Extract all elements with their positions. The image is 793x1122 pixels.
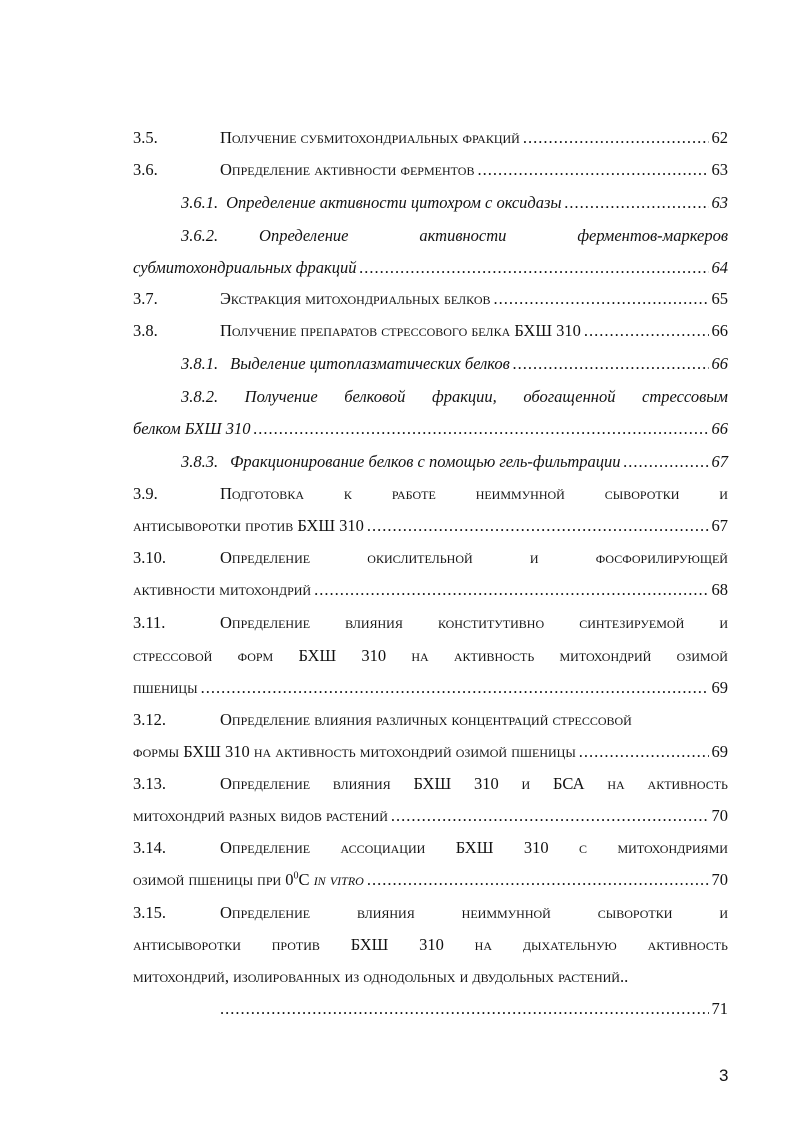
entry-word: фосфорилирующей	[595, 548, 728, 567]
entry-title-cont: формы БХШ 310 на активность митохондрий озимой пшеницы	[133, 742, 576, 761]
entry-word: Определение	[220, 903, 311, 922]
entry-number: 3.6.1.	[181, 193, 219, 212]
entry-word: на	[411, 646, 429, 665]
entry-word: 310	[473, 774, 499, 793]
entry-word: форм	[237, 646, 274, 665]
dot-leader	[565, 192, 709, 214]
entry-title: Фракционирование белков с помощью гель-фильтрации	[230, 452, 621, 471]
dot-leader	[513, 353, 709, 375]
entry-word: БХШ	[455, 838, 494, 857]
entry-word: неиммунной	[475, 484, 565, 503]
entry-word: активность	[647, 935, 728, 954]
toc-entry-3-10-line2[interactable]	[133, 579, 728, 601]
dot-leader	[624, 451, 709, 473]
entry-word: и	[719, 484, 728, 503]
entry-word: влияния	[357, 903, 415, 922]
entry-number: 3.12.	[133, 710, 166, 729]
entry-word: 310	[361, 646, 387, 665]
entry-word: и	[719, 613, 728, 632]
entry-word: Определение	[259, 226, 349, 245]
entry-number: 3.8.1.	[181, 354, 219, 373]
entry-title-cont: пшеницы	[133, 678, 198, 697]
toc-entry-3-15-line3[interactable]: митохондрий, изолированных из однодольных и двудольных растений..	[133, 967, 629, 986]
toc-entry-3-10-line1[interactable]	[220, 547, 728, 569]
dot-leader	[523, 127, 709, 149]
dot-leader	[494, 288, 709, 310]
entry-word: Определение	[220, 613, 311, 632]
entry-word: сыворотки	[597, 903, 673, 922]
entry-number: 3.8.3.	[181, 452, 219, 471]
entry-word: озимой	[676, 646, 728, 665]
dot-leader	[584, 320, 709, 342]
entry-word: и	[719, 903, 728, 922]
entry-word: ассоциации	[340, 838, 426, 857]
entry-title-cont: активности митохондрий	[133, 580, 312, 599]
entry-word: и	[521, 774, 531, 793]
entry-word: Получение	[244, 387, 318, 406]
entry-title-cont	[133, 869, 364, 891]
entry-number: 3.10.	[133, 548, 166, 567]
toc-entry-3-6-2-line1[interactable]	[181, 225, 728, 247]
entry-title: Экстракция митохондриальных белков	[220, 289, 491, 308]
entry-page: 70	[711, 806, 728, 825]
entry-page: 67	[711, 516, 728, 535]
toc-entry-3-12-line2[interactable]	[133, 741, 728, 763]
entry-word: влияния	[345, 613, 403, 632]
entry-word: фракции,	[431, 387, 497, 406]
entry-page: 63	[711, 160, 728, 179]
entry-number: 3.6.	[133, 160, 158, 179]
entry-word: Определение	[220, 774, 311, 793]
entry-title: Выделение цитоплазматических белков	[230, 354, 510, 373]
toc-entry-3-5[interactable]	[220, 127, 728, 149]
entry-title: Определение активности ферментов	[220, 160, 475, 179]
entry-word: активность	[453, 646, 535, 665]
entry-title-cont: белком БХШ 310	[133, 419, 251, 438]
entry-word: Определение	[220, 548, 311, 567]
dot-leader	[314, 579, 708, 601]
entry-word: белковой	[344, 387, 406, 406]
entry-word: обогащенной	[523, 387, 616, 406]
entry-word: против	[271, 935, 320, 954]
entry-page: 70	[711, 870, 728, 889]
entry-word: с	[579, 838, 588, 857]
entry-word: дыхательную	[522, 935, 617, 954]
entry-page: 66	[711, 419, 728, 438]
entry-page: 66	[711, 354, 728, 373]
dot-leader	[367, 869, 709, 891]
entry-word: стрессовым	[642, 387, 728, 406]
entry-word: работе	[391, 484, 436, 503]
entry-word: БСА	[553, 774, 585, 793]
toc-entry-3-8-1[interactable]	[181, 353, 728, 375]
toc-entry-3-13-line2[interactable]	[133, 805, 728, 827]
toc-entry-3-14-line2[interactable]	[133, 869, 728, 891]
entry-page: 67	[711, 452, 728, 471]
entry-page: 69	[711, 742, 728, 761]
entry-page: 65	[711, 289, 728, 308]
dot-leader	[367, 515, 709, 537]
toc-entry-3-9-line2[interactable]	[133, 515, 728, 537]
toc-entry-3-8-2-line2[interactable]	[133, 418, 728, 440]
toc-entry-3-6[interactable]	[220, 159, 728, 181]
entry-word: 310	[523, 838, 549, 857]
toc-entry-3-11-line3[interactable]	[133, 677, 728, 699]
toc-entry-3-14-line1[interactable]	[220, 837, 728, 859]
entry-number: 3.6.2.	[181, 226, 219, 245]
entry-word: БХШ	[298, 646, 337, 665]
entry-word: антисыворотки	[133, 935, 241, 954]
entry-word: активности	[419, 226, 507, 245]
entry-title-cont: антисыворотки против БХШ 310	[133, 516, 364, 535]
entry-word: Подготовка	[220, 484, 304, 503]
toc-entry-3-7[interactable]	[220, 288, 728, 310]
entry-word: сыворотки	[604, 484, 680, 503]
entry-word: синтезируемой	[579, 613, 685, 632]
dot-leader	[359, 257, 708, 279]
entry-page: 62	[711, 128, 728, 147]
toc-entry-3-6-1[interactable]	[181, 192, 728, 214]
entry-number: 3.9.	[133, 484, 158, 503]
entry-word: стрессовой	[133, 646, 213, 665]
page-number: 3	[719, 1066, 729, 1085]
entry-title: Получение препаратов стрессового белка БХШ 310	[220, 321, 581, 340]
toc-entry-3-15-line2[interactable]	[133, 934, 728, 956]
entry-page: 69	[711, 678, 728, 697]
entry-number: 3.7.	[133, 289, 158, 308]
entry-word: к	[343, 484, 352, 503]
toc-entry-3-11-line1[interactable]	[220, 612, 728, 634]
toc-entry-3-8[interactable]	[220, 320, 728, 342]
toc-entry-3-13-line1[interactable]	[220, 773, 728, 795]
entry-page: 66	[711, 321, 728, 340]
entry-number: 3.14.	[133, 838, 166, 857]
entry-word: Определение	[220, 838, 311, 857]
superscript: 0	[293, 870, 299, 882]
entry-title-italic: in vitro	[313, 870, 364, 889]
entry-number: 3.8.	[133, 321, 158, 340]
entry-title: Получение субмитохондриальных фракций	[220, 128, 520, 147]
entry-word: конститутивно	[437, 613, 545, 632]
dot-leader	[220, 998, 709, 1020]
entry-word: на	[474, 935, 493, 954]
toc-entry-3-12-line1[interactable]: Определение влияния различных концентраций стрессовой	[220, 710, 632, 729]
entry-word: влияния	[332, 774, 391, 793]
dot-leader	[201, 677, 709, 699]
entry-word: неиммунной	[461, 903, 551, 922]
entry-word: и	[529, 548, 539, 567]
entry-word: БХШ	[413, 774, 452, 793]
entry-word: митохондрий	[559, 646, 652, 665]
entry-page: 68	[711, 580, 728, 599]
entry-number: 3.15.	[133, 903, 166, 922]
entry-number: 3.8.2.	[181, 387, 219, 406]
entry-page: 64	[711, 258, 728, 277]
toc-entry-3-11-line2[interactable]	[133, 645, 728, 667]
entry-word: 310	[419, 935, 444, 954]
entry-word: на	[607, 774, 625, 793]
entry-word: активность	[647, 774, 728, 793]
entry-word: БХШ	[350, 935, 389, 954]
dot-leader	[579, 741, 709, 763]
toc-entry-3-8-2-line1[interactable]	[181, 386, 728, 408]
dot-leader	[253, 418, 708, 440]
toc-entry-3-15-line1[interactable]	[220, 902, 728, 924]
entry-title-part: С	[298, 870, 310, 889]
entry-title-cont: митохондрий разных видов растений	[133, 806, 388, 825]
entry-number: 3.5.	[133, 128, 158, 147]
toc-entry-3-15-line4[interactable]	[220, 998, 728, 1020]
dot-leader	[477, 159, 708, 181]
toc-entry-3-6-2-line2[interactable]	[133, 257, 728, 279]
entry-number: 3.13.	[133, 774, 166, 793]
entry-title-part: озимой пшеницы при 0	[133, 870, 294, 889]
dot-leader	[391, 805, 709, 827]
entry-number: 3.11.	[133, 613, 166, 632]
entry-page: 71	[711, 999, 728, 1018]
entry-title-cont: субмитохондриальных фракций	[133, 258, 357, 277]
toc-entry-3-8-3[interactable]	[181, 451, 728, 473]
entry-word: митохондриями	[617, 838, 728, 857]
entry-page: 63	[711, 193, 728, 212]
entry-title: Определение активности цитохром с оксидазы	[226, 193, 562, 212]
toc-entry-3-9-line1[interactable]	[220, 483, 728, 505]
entry-word: окислительной	[367, 548, 473, 567]
entry-word: ферментов-маркеров	[577, 226, 728, 245]
